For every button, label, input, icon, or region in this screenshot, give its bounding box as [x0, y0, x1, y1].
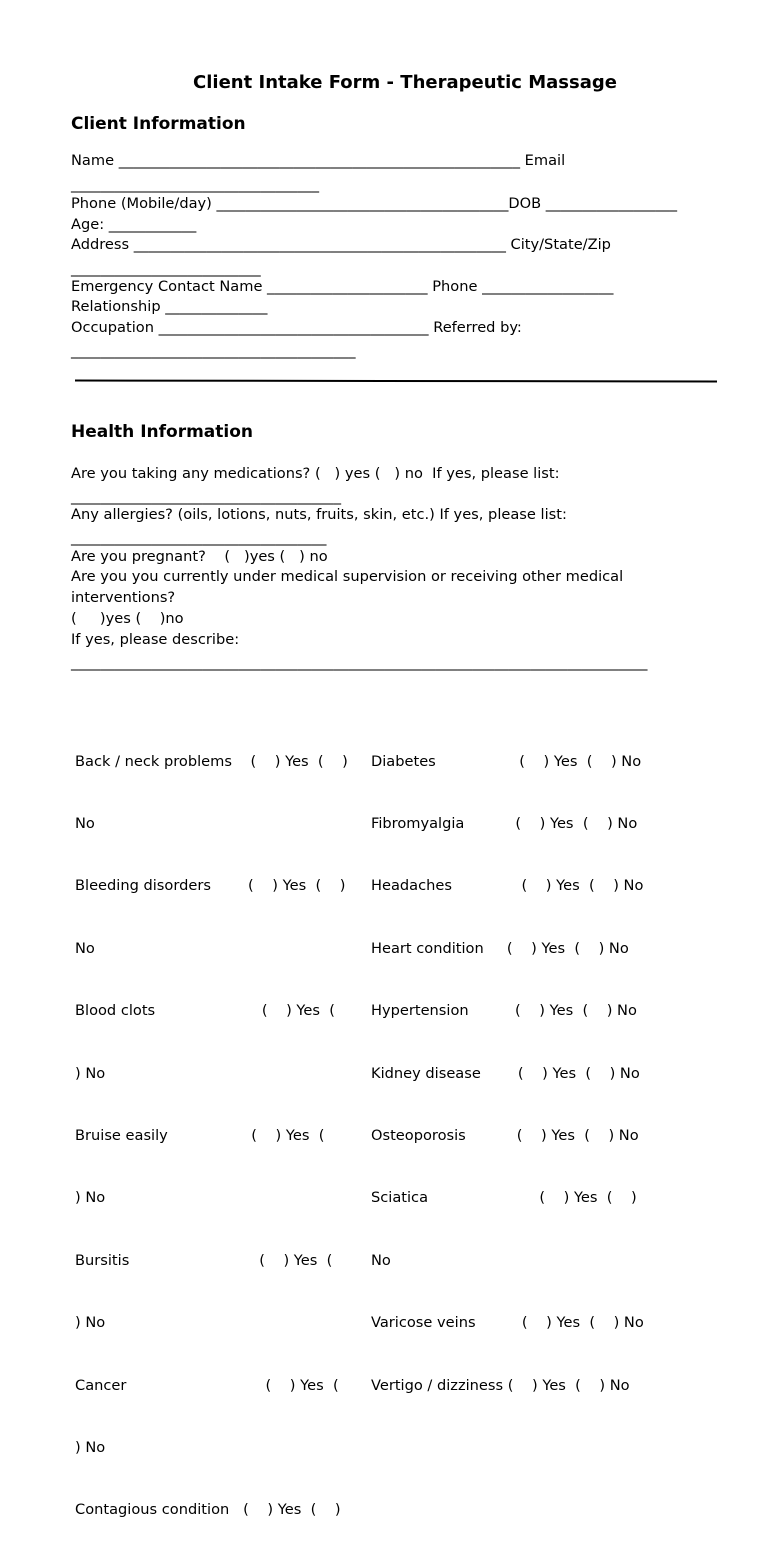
condition-row: No — [371, 1251, 391, 1269]
pregnant-question: Are you pregnant? ( )yes ( ) no — [71, 548, 328, 565]
phone-dob-line: Phone (Mobile/day) ________________________________________DOB __________________ — [71, 195, 678, 212]
condition-row: Osteoporosis ( ) Yes ( ) No — [371, 1126, 639, 1144]
address-line: Address ___________________________________________________ City/State/Zip — [71, 236, 611, 253]
condition-row: No — [75, 814, 95, 832]
condition-row: Heart condition ( ) Yes ( ) No — [371, 939, 629, 957]
condition-row: ) No — [75, 1314, 106, 1332]
condition-row: Back / neck problems ( ) Yes ( ) — [75, 752, 348, 770]
age-line: Age: ____________ — [71, 216, 197, 233]
client-info-heading: Client Information — [71, 114, 246, 134]
condition-row: Hypertension ( ) Yes ( ) No — [371, 1002, 637, 1020]
condition-row: Sciatica ( ) Yes ( ) — [371, 1189, 637, 1207]
condition-row: Blood clots ( ) Yes ( — [75, 1002, 335, 1020]
city-state-zip-field-line: __________________________ — [71, 260, 261, 277]
conditions-right-column — [371, 710, 644, 1438]
condition-row: ) No — [75, 1189, 106, 1207]
relationship-line: Relationship ______________ — [71, 298, 268, 315]
condition-row: Contagious condition ( ) Yes ( ) — [75, 1501, 341, 1519]
condition-row: Kidney disease ( ) Yes ( ) No — [371, 1064, 640, 1082]
referred-by-field-line: _______________________________________ — [71, 342, 356, 359]
condition-row: Vertigo / dizziness ( ) Yes ( ) No — [371, 1376, 630, 1394]
condition-row: No — [75, 939, 95, 957]
medications-list-line: _____________________________________ — [71, 488, 341, 505]
medications-question: Are you taking any medications? ( ) yes ( ) no If yes, please list: — [71, 465, 560, 482]
condition-row: Headaches ( ) Yes ( ) No — [371, 877, 644, 895]
condition-row: Bleeding disorders ( ) Yes ( ) — [75, 877, 346, 895]
condition-row: Varicose veins ( ) Yes ( ) No — [371, 1314, 644, 1332]
condition-row: Fibromyalgia ( ) Yes ( ) No — [371, 814, 638, 832]
medical-supervision-question-cont: interventions? — [71, 589, 176, 606]
condition-row: Cancer ( ) Yes ( — [75, 1376, 339, 1394]
emergency-contact-line: Emergency Contact Name ______________________ Phone __________________ — [71, 278, 614, 295]
medical-supervision-answer: ( )yes ( )no — [71, 610, 184, 627]
describe-prompt: If yes, please describe: — [71, 631, 240, 648]
form-title: Client Intake Form - Therapeutic Massage — [193, 72, 617, 93]
occupation-line: Occupation _____________________________________ Referred by: — [71, 319, 522, 336]
medical-supervision-question: Are you you currently under medical supervision or receiving other medical — [71, 568, 624, 585]
describe-line: _______________________________________________________________________________ — [71, 654, 648, 671]
condition-row: ) No — [75, 1064, 106, 1082]
condition-row: Diabetes ( ) Yes ( ) No — [371, 752, 642, 770]
name-email-line: Name _______________________________________________________ Email — [71, 152, 566, 169]
condition-row: ) No — [75, 1438, 106, 1456]
allergies-list-line: ___________________________________ — [71, 529, 327, 546]
email-field-line: __________________________________ — [71, 176, 320, 193]
conditions-left-column — [75, 710, 348, 1563]
health-info-heading: Health Information — [71, 422, 254, 442]
condition-row: Bursitis ( ) Yes ( — [75, 1251, 333, 1269]
condition-row: Bruise easily ( ) Yes ( — [75, 1126, 325, 1144]
allergies-question: Any allergies? (oils, lotions, nuts, fruits, skin, etc.) If yes, please list: — [71, 506, 567, 523]
section-divider — [75, 380, 717, 383]
